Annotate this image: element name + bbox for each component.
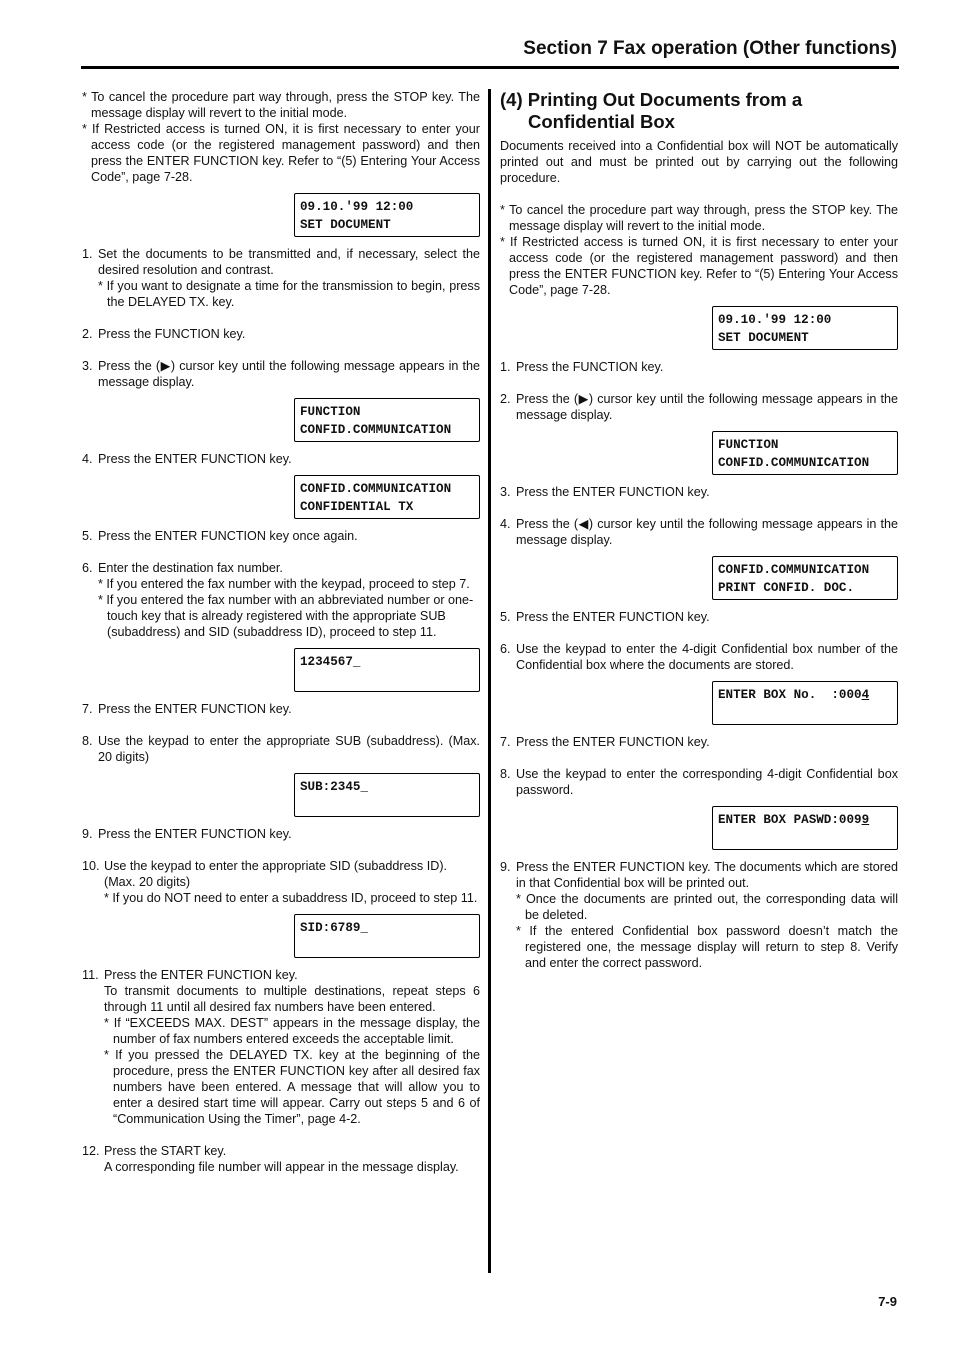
lcd-display — [294, 914, 480, 958]
step-number: 1. — [82, 247, 93, 261]
step-text: Press the (▶) cursor key until the following message appears in the message display. — [98, 359, 480, 389]
left-column — [82, 89, 480, 1175]
step-number: 4. — [500, 517, 511, 531]
step-12 — [82, 1143, 480, 1175]
step-text: Press the ENTER FUNCTION key. — [516, 485, 710, 499]
step-3 — [500, 484, 898, 500]
step-text: Press the ENTER FUNCTION key. — [516, 610, 710, 624]
lcd-line: SET DOCUMENT — [300, 217, 391, 232]
step-6 — [500, 641, 898, 673]
lcd-line: SUB:2345_ — [300, 780, 369, 794]
step-text: Set the documents to be transmitted and, if necessary, select the desired resolution and contrast. — [98, 247, 480, 277]
step-note: * Once the documents are printed out, the corresponding data will be deleted. — [516, 892, 898, 922]
step-text: Use the keypad to enter the appropriate SUB (subaddress). (Max. 20 digits) — [98, 734, 480, 764]
step-6 — [82, 560, 480, 640]
lcd-display — [294, 475, 480, 519]
restricted-access-note: * If Restricted access is turned ON, it is first necessary to enter your access code (or the registered management password) and then press the ENTER FUNCTION key. Refer to “(5) Entering Your Access Code”, page 7-28. — [82, 122, 480, 184]
step-text: Press the FUNCTION key. — [98, 327, 246, 341]
step-note: * If you want to designate a time for the transmission to begin, press the DELAYED TX. key. — [98, 279, 480, 309]
step-text: Press the ENTER FUNCTION key. — [104, 968, 298, 982]
step-number: 7. — [82, 702, 93, 716]
lcd-display — [294, 398, 480, 442]
lcd-line: SID:6789_ — [300, 921, 369, 935]
step-1 — [82, 246, 480, 310]
step-text: Press the ENTER FUNCTION key once again. — [98, 529, 358, 543]
step-number: 6. — [500, 642, 511, 656]
step-9 — [82, 826, 480, 842]
step-number: 5. — [500, 610, 511, 624]
step-text: Use the keypad to enter the 4-digit Confidential box number of the Confidential box where the documents are stored. — [516, 642, 898, 672]
column-divider — [488, 89, 491, 1273]
step-text: Press the ENTER FUNCTION key. — [98, 452, 292, 466]
lcd-line — [718, 687, 897, 705]
step-number: 10. — [82, 859, 100, 873]
step-number: 7. — [500, 735, 511, 749]
step-text: Press the ENTER FUNCTION key. — [98, 827, 292, 841]
lcd-display — [294, 648, 480, 692]
step-3 — [82, 358, 480, 390]
lcd-display — [712, 431, 898, 475]
step-number: 8. — [500, 767, 511, 781]
step-note: * If you entered the fax number with the keypad, proceed to step 7. — [98, 577, 470, 591]
step-text: To transmit documents to multiple destinations, repeat steps 6 through 11 until all desired fax numbers have been entered. — [104, 984, 480, 1014]
step-number: 2. — [82, 327, 93, 341]
lcd-line: 09.10.'99 12:00 — [718, 313, 832, 327]
lcd-cursor-digit: 9 — [861, 813, 870, 827]
step-note: * If the entered Confidential box password doesn’t match the registered one, the message display will return to step 8. Verify and enter the correct password. — [516, 924, 898, 970]
lcd-text: ENTER BOX PASWD:009 — [718, 813, 862, 827]
cancel-note: * To cancel the procedure part way through, press the STOP key. The message display will revert to the initial mode. — [82, 90, 480, 120]
page-number: 7-9 — [878, 1294, 897, 1309]
step-number: 8. — [82, 734, 93, 748]
lcd-display — [294, 773, 480, 817]
step-note: * If you do NOT need to enter a subaddress ID, proceed to step 11. — [104, 891, 478, 905]
lcd-display — [712, 306, 898, 350]
step-text: Press the START key. — [104, 1144, 227, 1158]
step-5 — [82, 528, 480, 544]
step-number: 2. — [500, 392, 511, 406]
step-number: 6. — [82, 561, 93, 575]
step-7 — [500, 734, 898, 750]
step-note: * If you pressed the DELAYED TX. key at the beginning of the procedure, press the ENTER FUNCTION key after all desired fax numbers have been entered. A message that will allow you to enter a desired start time will appear. Carry out steps 5 and 6 of “Communication Using the Timer”, page 4-2. — [104, 1048, 480, 1126]
step-2 — [82, 326, 480, 342]
intro-paragraph: Documents received into a Confidential box will NOT be automatically printed out and must be printed out by carrying out the following procedure. — [500, 139, 898, 185]
lcd-line: CONFID.COMMUNICATION — [718, 455, 870, 470]
lcd-line: CONFID.COMMUNICATION — [300, 422, 452, 437]
step-number: 5. — [82, 529, 93, 543]
header-rule — [81, 66, 899, 69]
step-note: * If you entered the fax number with an abbreviated number or one-touch key that is already registered with the appropriate SUB (subaddress) and SID (subaddress ID), proceed to step 11. — [98, 593, 474, 639]
step-text: Enter the destination fax number. — [98, 561, 283, 575]
step-number: 11. — [82, 968, 99, 982]
step-7 — [82, 701, 480, 717]
step-text: Press the ENTER FUNCTION key. — [516, 735, 710, 749]
step-2 — [500, 391, 898, 423]
step-text: A corresponding file number will appear in the message display. — [104, 1160, 459, 1174]
lcd-display — [294, 193, 480, 237]
step-note: * If “EXCEEDS MAX. DEST” appears in the message display, the number of fax numbers entered exceeds the acceptable limit. — [104, 1016, 480, 1046]
step-11 — [82, 967, 480, 1127]
lcd-display — [712, 556, 898, 600]
lcd-line: CONFID.COMMUNICATION — [300, 482, 452, 496]
step-number: 9. — [82, 827, 93, 841]
lcd-text: ENTER BOX No. :000 — [718, 688, 862, 702]
step-text: Use the keypad to enter the corresponding 4-digit Confidential box password. — [516, 767, 898, 797]
lcd-line: 09.10.'99 12:00 — [300, 200, 414, 214]
step-text: Press the ENTER FUNCTION key. — [98, 702, 292, 716]
restricted-access-note: * If Restricted access is turned ON, it is first necessary to enter your access code (or the registered management password) and then press the ENTER FUNCTION key. Refer to “(5) Entering Your Access Code”, page 7-28. — [500, 235, 898, 297]
lcd-cursor-digit: 4 — [861, 688, 870, 702]
subsection-heading: (4) Printing Out Documents from a Confidential Box — [500, 89, 803, 132]
step-5 — [500, 609, 898, 625]
step-10 — [82, 858, 480, 906]
lcd-line: FUNCTION — [300, 405, 361, 419]
step-number: 4. — [82, 452, 93, 466]
step-text: Use the keypad to enter the appropriate SID (subaddress ID). (Max. 20 digits) — [104, 859, 448, 889]
section-title: Section 7 Fax operation (Other functions) — [523, 38, 897, 59]
cancel-note: * To cancel the procedure part way through, press the STOP key. The message display will revert to the initial mode. — [500, 203, 898, 233]
step-number: 3. — [500, 485, 511, 499]
step-text: Press the ENTER FUNCTION key. The documents which are stored in that Confidential box will be printed out. — [516, 860, 898, 890]
lcd-line — [718, 812, 897, 830]
step-number: 9. — [500, 860, 511, 874]
lcd-display — [712, 681, 898, 725]
lcd-line: CONFIDENTIAL TX — [300, 499, 414, 514]
lcd-line: SET DOCUMENT — [718, 330, 809, 345]
lcd-line: FUNCTION — [718, 438, 779, 452]
step-number: 12. — [82, 1144, 100, 1158]
lcd-line: PRINT CONFID. DOC. — [718, 580, 855, 595]
lcd-display — [712, 806, 898, 850]
step-8 — [82, 733, 480, 765]
step-1 — [500, 359, 898, 375]
right-column — [500, 89, 898, 971]
lcd-line: 1234567_ — [300, 655, 361, 669]
step-4 — [82, 451, 480, 467]
lcd-line: CONFID.COMMUNICATION — [718, 563, 870, 577]
step-8 — [500, 766, 898, 798]
step-4 — [500, 516, 898, 548]
step-number: 1. — [500, 360, 511, 374]
step-9 — [500, 859, 898, 971]
step-text: Press the (▶) cursor key until the following message appears in the message display. — [516, 392, 898, 422]
step-text: Press the (◀) cursor key until the following message appears in the message display. — [516, 517, 898, 547]
step-number: 3. — [82, 359, 93, 373]
step-text: Press the FUNCTION key. — [516, 360, 664, 374]
